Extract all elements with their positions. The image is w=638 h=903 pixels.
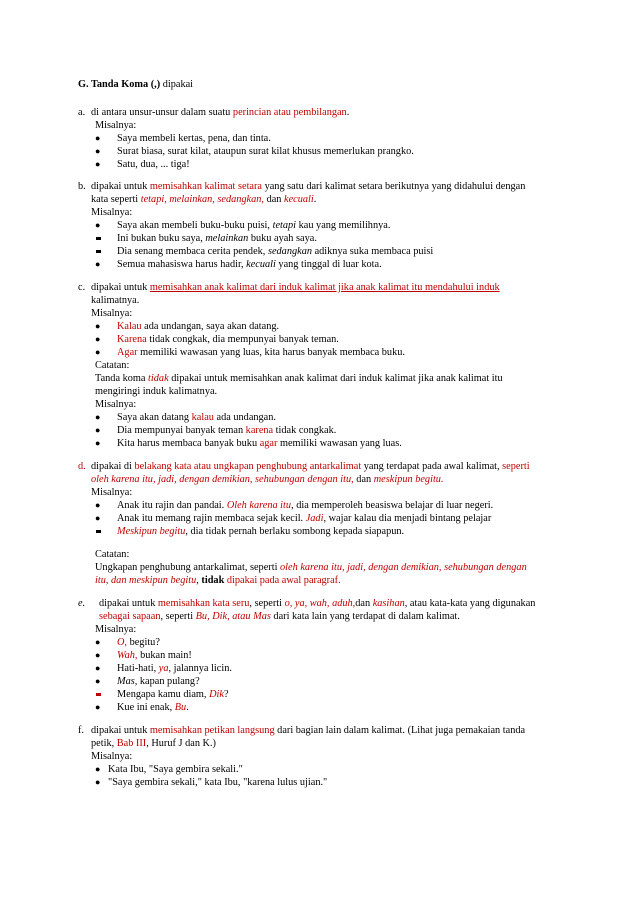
sec-f-line-2: petik, Bab III, Huruf J dan K.) [91,738,216,749]
sec-a-letter: a. [78,107,86,118]
bullet-icon: ● [95,347,101,357]
sec-c-line-2: kalimatnya. [91,295,140,306]
bullet-icon: ● [95,676,101,686]
sec-f-misalnya: Misalnya: [91,751,133,762]
list-item: Semua mahasiswa harus hadir, kecuali yang tinggal di luar kota. [117,259,382,270]
list-item: Anak itu rajin dan pandai. Oleh karena itu, dia memperoleh beasiswa belajar di luar negeri. [117,500,494,511]
bullet-icon: ● [95,764,101,774]
list-item: Kalau ada undangan, saya akan datang. [117,321,280,332]
list-item: Karena tidak congkak, dia mempunyai banyak teman. [117,334,339,345]
sec-d-letter: d. [78,461,86,472]
list-item: O, begitu? [117,637,160,648]
sec-c-letter: c. [78,282,86,293]
sec-a-misalnya: Misalnya: [95,120,137,131]
list-item: Agar memiliki wawasan yang luas, kita harus banyak membaca buku. [117,347,405,358]
bullet-icon: ● [95,321,101,331]
list-item: Mengapa kamu diam, Dik? [117,689,229,700]
sec-b-misalnya: Misalnya: [91,207,133,218]
bullet-icon: ● [95,650,101,660]
sec-c-catatan: Catatan: [95,360,130,371]
sec-e-misalnya: Misalnya: [95,624,137,635]
bullet-icon: ● [95,334,101,344]
list-item: Ini bukan buku saya, melainkan buku ayah saya. [117,233,317,244]
list-item: Kue ini enak, Bu. [117,702,189,713]
list-item: Anak itu memang rajin membaca sejak kecil. Jadi, wajar kalau dia menjadi bintang pelajar [117,513,492,524]
bullet-icon: ● [95,500,101,510]
sec-c-misalnya: Misalnya: [91,308,133,319]
bullet-icon: ● [95,412,101,422]
sec-b-line-1: dipakai untuk memisahkan kalimat setara yang satu dari kalimat setara berikutnya yang didahului dengan [91,181,526,192]
bullet-icon: ● [95,438,101,448]
list-item: Surat biasa, surat kilat, ataupun surat kilat khusus memerlukan prangko. [117,146,414,157]
list-item: Mas, kapan pulang? [117,676,200,687]
sec-d-line-2: oleh karena itu, jadi, dengan demikian, sehubungan dengan itu, dan meskipun begitu. [91,474,444,485]
sec-c-note-2: mengiringi induk kalimatnya. [95,386,218,397]
sec-e-line-1: dipakai untuk memisahkan kata seru, seperti o, ya, wah, aduh,dan kasihan, atau kata-kata yang digunakan [99,598,536,609]
square-bullet-icon [96,250,101,253]
bullet-icon: ● [95,637,101,647]
list-item: Wah, bukan main! [117,650,192,661]
sec-f-line-1: dipakai untuk memisahkan petikan langsung dari bagian lain dalam kalimat. (Lihat juga pemakaian tanda [91,725,526,736]
bullet-icon: ● [95,133,101,143]
sec-c-line-1: dipakai untuk memisahkan anak kalimat dari induk kalimat jika anak kalimat itu mendahului induk [91,282,500,293]
list-item: Dia mempunyai banyak teman karena tidak congkak. [117,425,337,436]
bullet-icon: ● [95,159,101,169]
sec-a-line-1: di antara unsur-unsur dalam suatu perincian atau pembilangan. [91,107,350,118]
list-item: "Saya gembira sekali," kata Ibu, "karena lulus ujian." [108,777,328,788]
bullet-icon: ● [95,220,101,230]
bullet-icon: ● [95,259,101,269]
sec-d-catatan: Catatan: [95,549,130,560]
sec-e-letter: e. [78,598,86,609]
list-item: Satu, dua, ... tiga! [117,159,190,170]
sec-c-misalnya-2: Misalnya: [95,399,137,410]
sec-c-note-1: Tanda koma tidak dipakai untuk memisahkan anak kalimat dari induk kalimat jika anak kalimat itu [95,373,503,384]
square-bullet-icon [96,693,101,696]
section-heading: G. Tanda Koma (,) dipakai [78,79,194,90]
sec-d-note-1: Ungkapan penghubung antarkalimat, seperti oleh karena itu, jadi, dengan demikian, sehubungan dengan [95,562,527,573]
bullet-icon: ● [95,702,101,712]
bullet-icon: ● [95,663,101,673]
list-item: Meskipun begitu, dia tidak pernah berlaku sombong kepada siapapun. [117,526,405,537]
list-item: Saya akan membeli buku-buku puisi, tetapi kau yang memilihnya. [117,220,391,231]
square-bullet-icon [96,530,101,533]
sec-b-letter: b. [78,181,86,192]
bullet-icon: ● [95,146,101,156]
list-item: Kata Ibu, "Saya gembira sekali." [108,764,243,775]
bullet-icon: ● [95,425,101,435]
sec-d-line-1: dipakai di belakang kata atau ungkapan penghubung antarkalimat yang terdapat pada awal kalimat, seperti [91,461,530,472]
list-item: Saya membeli kertas, pena, dan tinta. [117,133,271,144]
sec-b-line-2: kata seperti tetapi, melainkan, sedangkan, dan kecuali. [91,194,317,205]
list-item: Dia senang membaca cerita pendek, sedangkan adiknya suka membaca puisi [117,246,434,257]
square-bullet-icon [96,237,101,240]
sec-f-letter: f. [78,725,85,736]
list-item: Hati-hati, ya, jalannya licin. [117,663,232,674]
list-item: Kita harus membaca banyak buku agar memiliki wawasan yang luas. [117,438,402,449]
sec-e-line-2: sebagai sapaan, seperti Bu, Dik, atau Mas dari kata lain yang terdapat di dalam kalimat. [99,611,460,622]
list-item: Saya akan datang kalau ada undangan. [117,412,276,423]
sec-d-misalnya: Misalnya: [91,487,133,498]
bullet-icon: ● [95,777,101,787]
bullet-icon: ● [95,513,101,523]
sec-d-note-2: itu, dan meskipun begitu, tidak dipakai pada awal paragraf. [95,575,341,586]
